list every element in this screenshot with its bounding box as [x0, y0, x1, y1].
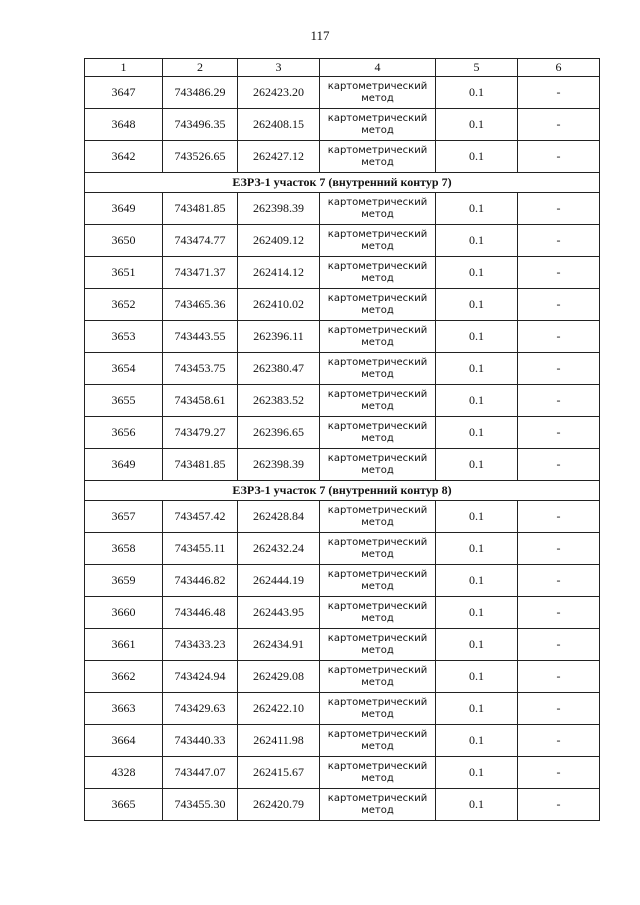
point-number-cell: 3659	[85, 565, 163, 597]
method-cell: картометрический метод	[320, 141, 436, 173]
method-cell: картометрический метод	[320, 693, 436, 725]
accuracy-cell: 0.1	[436, 321, 518, 353]
table-row	[85, 417, 600, 449]
method-cell: картометрический метод	[320, 77, 436, 109]
note-cell: -	[518, 533, 600, 565]
x-coordinate-cell: 743443.55	[163, 321, 238, 353]
table-row	[85, 629, 600, 661]
column-header: 2	[163, 59, 238, 77]
y-coordinate-cell: 262380.47	[238, 353, 320, 385]
x-coordinate-cell: 743474.77	[163, 225, 238, 257]
x-coordinate-cell: 743471.37	[163, 257, 238, 289]
x-coordinate-cell: 743455.30	[163, 789, 238, 821]
point-number-cell: 3657	[85, 501, 163, 533]
accuracy-cell: 0.1	[436, 141, 518, 173]
accuracy-cell: 0.1	[436, 661, 518, 693]
method-cell: картометрический метод	[320, 757, 436, 789]
point-number-cell: 3661	[85, 629, 163, 661]
y-coordinate-cell: 262408.15	[238, 109, 320, 141]
accuracy-cell: 0.1	[436, 417, 518, 449]
table-row	[85, 449, 600, 481]
accuracy-cell: 0.1	[436, 501, 518, 533]
table-row	[85, 757, 600, 789]
method-cell: картометрический метод	[320, 193, 436, 225]
y-coordinate-cell: 262428.84	[238, 501, 320, 533]
note-cell: -	[518, 501, 600, 533]
method-cell: картометрический метод	[320, 289, 436, 321]
point-number-cell: 3660	[85, 597, 163, 629]
point-number-cell: 3654	[85, 353, 163, 385]
method-cell: картометрический метод	[320, 661, 436, 693]
point-number-cell: 3649	[85, 449, 163, 481]
y-coordinate-cell: 262396.11	[238, 321, 320, 353]
table-body	[85, 59, 600, 821]
accuracy-cell: 0.1	[436, 193, 518, 225]
point-number-cell: 3656	[85, 417, 163, 449]
y-coordinate-cell: 262398.39	[238, 449, 320, 481]
section-title: ЕЗРЗ-1 участок 7 (внутренний контур 7)	[85, 173, 600, 193]
x-coordinate-cell: 743479.27	[163, 417, 238, 449]
column-header: 1	[85, 59, 163, 77]
note-cell: -	[518, 289, 600, 321]
method-cell: картометрический метод	[320, 725, 436, 757]
column-header: 5	[436, 59, 518, 77]
method-cell: картометрический метод	[320, 385, 436, 417]
method-cell: картометрический метод	[320, 629, 436, 661]
x-coordinate-cell: 743446.82	[163, 565, 238, 597]
method-cell: картометрический метод	[320, 565, 436, 597]
method-cell: картометрический метод	[320, 533, 436, 565]
accuracy-cell: 0.1	[436, 353, 518, 385]
note-cell: -	[518, 193, 600, 225]
y-coordinate-cell: 262409.12	[238, 225, 320, 257]
y-coordinate-cell: 262443.95	[238, 597, 320, 629]
method-cell: картометрический метод	[320, 225, 436, 257]
y-coordinate-cell: 262414.12	[238, 257, 320, 289]
method-cell: картометрический метод	[320, 597, 436, 629]
point-number-cell: 3648	[85, 109, 163, 141]
y-coordinate-cell: 262383.52	[238, 385, 320, 417]
table-row	[85, 597, 600, 629]
y-coordinate-cell: 262434.91	[238, 629, 320, 661]
x-coordinate-cell: 743429.63	[163, 693, 238, 725]
point-number-cell: 3655	[85, 385, 163, 417]
y-coordinate-cell: 262422.10	[238, 693, 320, 725]
note-cell: -	[518, 449, 600, 481]
x-coordinate-cell: 743455.11	[163, 533, 238, 565]
point-number-cell: 3652	[85, 289, 163, 321]
point-number-cell: 3651	[85, 257, 163, 289]
table-row	[85, 141, 600, 173]
table-row	[85, 225, 600, 257]
x-coordinate-cell: 743440.33	[163, 725, 238, 757]
note-cell: -	[518, 257, 600, 289]
point-number-cell: 3663	[85, 693, 163, 725]
note-cell: -	[518, 417, 600, 449]
method-cell: картометрический метод	[320, 353, 436, 385]
accuracy-cell: 0.1	[436, 449, 518, 481]
x-coordinate-cell: 743458.61	[163, 385, 238, 417]
x-coordinate-cell: 743453.75	[163, 353, 238, 385]
coordinates-table	[84, 58, 600, 821]
x-coordinate-cell: 743446.48	[163, 597, 238, 629]
note-cell: -	[518, 757, 600, 789]
y-coordinate-cell: 262427.12	[238, 141, 320, 173]
page-number: 117	[310, 28, 330, 43]
y-coordinate-cell: 262429.08	[238, 661, 320, 693]
column-header: 6	[518, 59, 600, 77]
column-header: 3	[238, 59, 320, 77]
accuracy-cell: 0.1	[436, 109, 518, 141]
table-row	[85, 693, 600, 725]
section-row	[85, 173, 600, 193]
note-cell: -	[518, 789, 600, 821]
point-number-cell: 4328	[85, 757, 163, 789]
note-cell: -	[518, 565, 600, 597]
method-cell: картометрический метод	[320, 501, 436, 533]
x-coordinate-cell: 743496.35	[163, 109, 238, 141]
section-row	[85, 481, 600, 501]
note-cell: -	[518, 725, 600, 757]
y-coordinate-cell: 262415.67	[238, 757, 320, 789]
point-number-cell: 3650	[85, 225, 163, 257]
x-coordinate-cell: 743465.36	[163, 289, 238, 321]
accuracy-cell: 0.1	[436, 565, 518, 597]
table-row	[85, 533, 600, 565]
y-coordinate-cell: 262398.39	[238, 193, 320, 225]
method-cell: картометрический метод	[320, 449, 436, 481]
accuracy-cell: 0.1	[436, 385, 518, 417]
accuracy-cell: 0.1	[436, 289, 518, 321]
note-cell: -	[518, 353, 600, 385]
note-cell: -	[518, 385, 600, 417]
table-row	[85, 321, 600, 353]
x-coordinate-cell: 743424.94	[163, 661, 238, 693]
column-header: 4	[320, 59, 436, 77]
note-cell: -	[518, 109, 600, 141]
note-cell: -	[518, 321, 600, 353]
x-coordinate-cell: 743433.23	[163, 629, 238, 661]
method-cell: картометрический метод	[320, 417, 436, 449]
table-row	[85, 193, 600, 225]
x-coordinate-cell: 743486.29	[163, 77, 238, 109]
note-cell: -	[518, 597, 600, 629]
table-row	[85, 725, 600, 757]
x-coordinate-cell: 743447.07	[163, 757, 238, 789]
accuracy-cell: 0.1	[436, 225, 518, 257]
table-row	[85, 109, 600, 141]
table-header-row	[85, 59, 600, 77]
x-coordinate-cell: 743481.85	[163, 193, 238, 225]
y-coordinate-cell: 262444.19	[238, 565, 320, 597]
point-number-cell: 3649	[85, 193, 163, 225]
table-row	[85, 385, 600, 417]
point-number-cell: 3664	[85, 725, 163, 757]
table-row	[85, 77, 600, 109]
note-cell: -	[518, 629, 600, 661]
y-coordinate-cell: 262420.79	[238, 789, 320, 821]
y-coordinate-cell: 262423.20	[238, 77, 320, 109]
method-cell: картометрический метод	[320, 109, 436, 141]
accuracy-cell: 0.1	[436, 789, 518, 821]
y-coordinate-cell: 262411.98	[238, 725, 320, 757]
accuracy-cell: 0.1	[436, 629, 518, 661]
note-cell: -	[518, 77, 600, 109]
note-cell: -	[518, 225, 600, 257]
accuracy-cell: 0.1	[436, 725, 518, 757]
method-cell: картометрический метод	[320, 789, 436, 821]
x-coordinate-cell: 743457.42	[163, 501, 238, 533]
accuracy-cell: 0.1	[436, 597, 518, 629]
accuracy-cell: 0.1	[436, 757, 518, 789]
accuracy-cell: 0.1	[436, 77, 518, 109]
method-cell: картометрический метод	[320, 321, 436, 353]
x-coordinate-cell: 743526.65	[163, 141, 238, 173]
point-number-cell: 3665	[85, 789, 163, 821]
note-cell: -	[518, 141, 600, 173]
table-row	[85, 289, 600, 321]
note-cell: -	[518, 693, 600, 725]
y-coordinate-cell: 262396.65	[238, 417, 320, 449]
accuracy-cell: 0.1	[436, 257, 518, 289]
accuracy-cell: 0.1	[436, 693, 518, 725]
x-coordinate-cell: 743481.85	[163, 449, 238, 481]
table-row	[85, 789, 600, 821]
table-row	[85, 353, 600, 385]
table-row	[85, 661, 600, 693]
point-number-cell: 3642	[85, 141, 163, 173]
note-cell: -	[518, 661, 600, 693]
point-number-cell: 3653	[85, 321, 163, 353]
accuracy-cell: 0.1	[436, 533, 518, 565]
y-coordinate-cell: 262410.02	[238, 289, 320, 321]
y-coordinate-cell: 262432.24	[238, 533, 320, 565]
section-title: ЕЗРЗ-1 участок 7 (внутренний контур 8)	[85, 481, 600, 501]
point-number-cell: 3658	[85, 533, 163, 565]
method-cell: картометрический метод	[320, 257, 436, 289]
table-row	[85, 501, 600, 533]
table-row	[85, 565, 600, 597]
point-number-cell: 3662	[85, 661, 163, 693]
table-row	[85, 257, 600, 289]
point-number-cell: 3647	[85, 77, 163, 109]
